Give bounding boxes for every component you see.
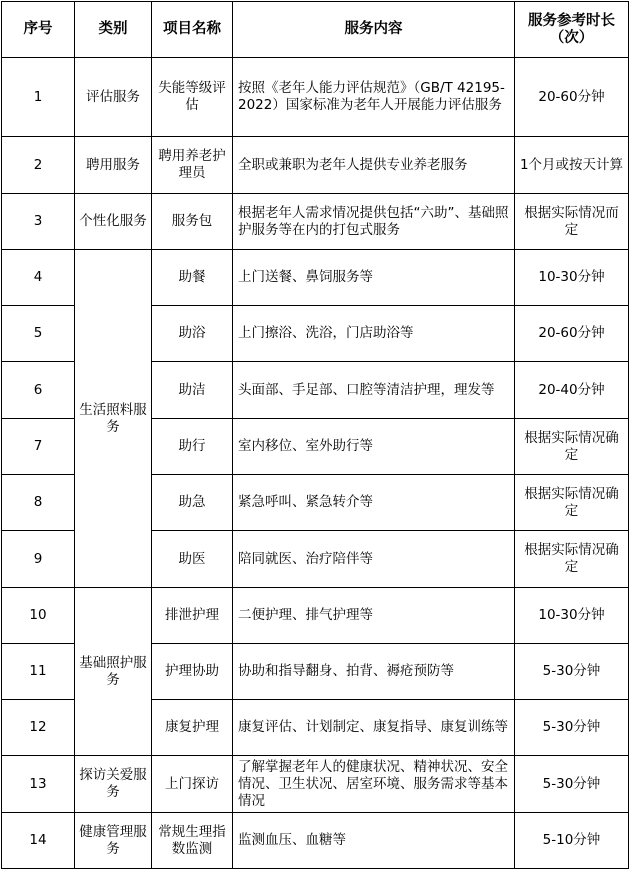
row-no: 12 bbox=[2, 700, 75, 756]
service-duration: 1个月或按天计算 bbox=[515, 137, 629, 194]
table-row bbox=[2, 137, 629, 194]
item-name: 助急 bbox=[152, 475, 233, 531]
header-item: 项目名称 bbox=[152, 2, 233, 58]
table-row bbox=[2, 250, 629, 306]
service-table bbox=[1, 1, 629, 869]
service-content: 根据老年人需求情况提供包括“六助”、基础照护服务等在内的打包式服务 bbox=[233, 194, 515, 250]
service-content: 上门送餐、鼻饲服务等 bbox=[233, 250, 515, 306]
row-no: 8 bbox=[2, 475, 75, 531]
item-name: 常规生理指数监测 bbox=[152, 813, 233, 869]
service-duration: 根据实际情况而定 bbox=[515, 194, 629, 250]
item-name: 服务包 bbox=[152, 194, 233, 250]
service-duration: 20-40分钟 bbox=[515, 362, 629, 419]
service-content: 全职或兼职为老年人提供专业养老服务 bbox=[233, 137, 515, 194]
service-content: 室内移位、室外助行等 bbox=[233, 419, 515, 475]
category-cell: 探访关爱服务 bbox=[75, 756, 152, 813]
row-no: 7 bbox=[2, 419, 75, 475]
service-content: 上门擦浴、洗浴，门店助浴等 bbox=[233, 306, 515, 362]
item-name: 上门探访 bbox=[152, 756, 233, 813]
service-content: 了解掌握老年人的健康状况、精神状况、安全情况、卫生状况、居室环境、服务需求等基本情况 bbox=[233, 756, 515, 813]
item-name: 助浴 bbox=[152, 306, 233, 362]
service-duration: 5-10分钟 bbox=[515, 813, 629, 869]
item-name: 聘用养老护理员 bbox=[152, 137, 233, 194]
table-row bbox=[2, 58, 629, 137]
service-duration: 根据实际情况确定 bbox=[515, 475, 629, 531]
item-name: 康复护理 bbox=[152, 700, 233, 756]
service-duration: 20-60分钟 bbox=[515, 306, 629, 362]
service-content: 协助和指导翻身、拍背、褥疮预防等 bbox=[233, 644, 515, 700]
category-cell: 个性化服务 bbox=[75, 194, 152, 250]
table-row bbox=[2, 813, 629, 869]
header-duration: 服务参考时长（次） bbox=[515, 2, 629, 58]
service-content: 陪同就医、治疗陪伴等 bbox=[233, 531, 515, 588]
header-category: 类别 bbox=[75, 2, 152, 58]
service-content: 监测血压、血糖等 bbox=[233, 813, 515, 869]
row-no: 1 bbox=[2, 58, 75, 137]
category-cell: 健康管理服务 bbox=[75, 813, 152, 869]
row-no: 13 bbox=[2, 756, 75, 813]
item-name: 失能等级评估 bbox=[152, 58, 233, 137]
row-no: 5 bbox=[2, 306, 75, 362]
row-no: 4 bbox=[2, 250, 75, 306]
item-name: 助医 bbox=[152, 531, 233, 588]
service-duration: 5-30分钟 bbox=[515, 700, 629, 756]
row-no: 14 bbox=[2, 813, 75, 869]
item-name: 助洁 bbox=[152, 362, 233, 419]
service-duration: 根据实际情况确定 bbox=[515, 419, 629, 475]
header-row bbox=[2, 2, 629, 58]
item-name: 助行 bbox=[152, 419, 233, 475]
service-duration: 10-30分钟 bbox=[515, 250, 629, 306]
category-cell: 评估服务 bbox=[75, 58, 152, 137]
table-row bbox=[2, 194, 629, 250]
item-name: 护理协助 bbox=[152, 644, 233, 700]
item-name: 排泄护理 bbox=[152, 588, 233, 644]
table-row bbox=[2, 588, 629, 644]
service-duration: 5-30分钟 bbox=[515, 644, 629, 700]
service-content: 康复评估、计划制定、康复指导、康复训练等 bbox=[233, 700, 515, 756]
header-no: 序号 bbox=[2, 2, 75, 58]
row-no: 10 bbox=[2, 588, 75, 644]
service-content: 按照《老年人能力评估规范》（GB/T 42195-2022）国家标准为老年人开展能力评估服务 bbox=[233, 58, 515, 137]
service-content: 头面部、手足部、口腔等清洁护理，理发等 bbox=[233, 362, 515, 419]
table-row bbox=[2, 756, 629, 813]
row-no: 2 bbox=[2, 137, 75, 194]
category-cell: 基础照护服务 bbox=[75, 588, 152, 756]
header-content: 服务内容 bbox=[233, 2, 515, 58]
row-no: 3 bbox=[2, 194, 75, 250]
category-cell: 生活照料服务 bbox=[75, 250, 152, 588]
service-duration: 10-30分钟 bbox=[515, 588, 629, 644]
row-no: 11 bbox=[2, 644, 75, 700]
service-duration: 根据实际情况确定 bbox=[515, 531, 629, 588]
service-duration: 20-60分钟 bbox=[515, 58, 629, 137]
service-content: 二便护理、排气护理等 bbox=[233, 588, 515, 644]
row-no: 6 bbox=[2, 362, 75, 419]
item-name: 助餐 bbox=[152, 250, 233, 306]
category-cell: 聘用服务 bbox=[75, 137, 152, 194]
service-content: 紧急呼叫、紧急转介等 bbox=[233, 475, 515, 531]
row-no: 9 bbox=[2, 531, 75, 588]
service-duration: 5-30分钟 bbox=[515, 756, 629, 813]
